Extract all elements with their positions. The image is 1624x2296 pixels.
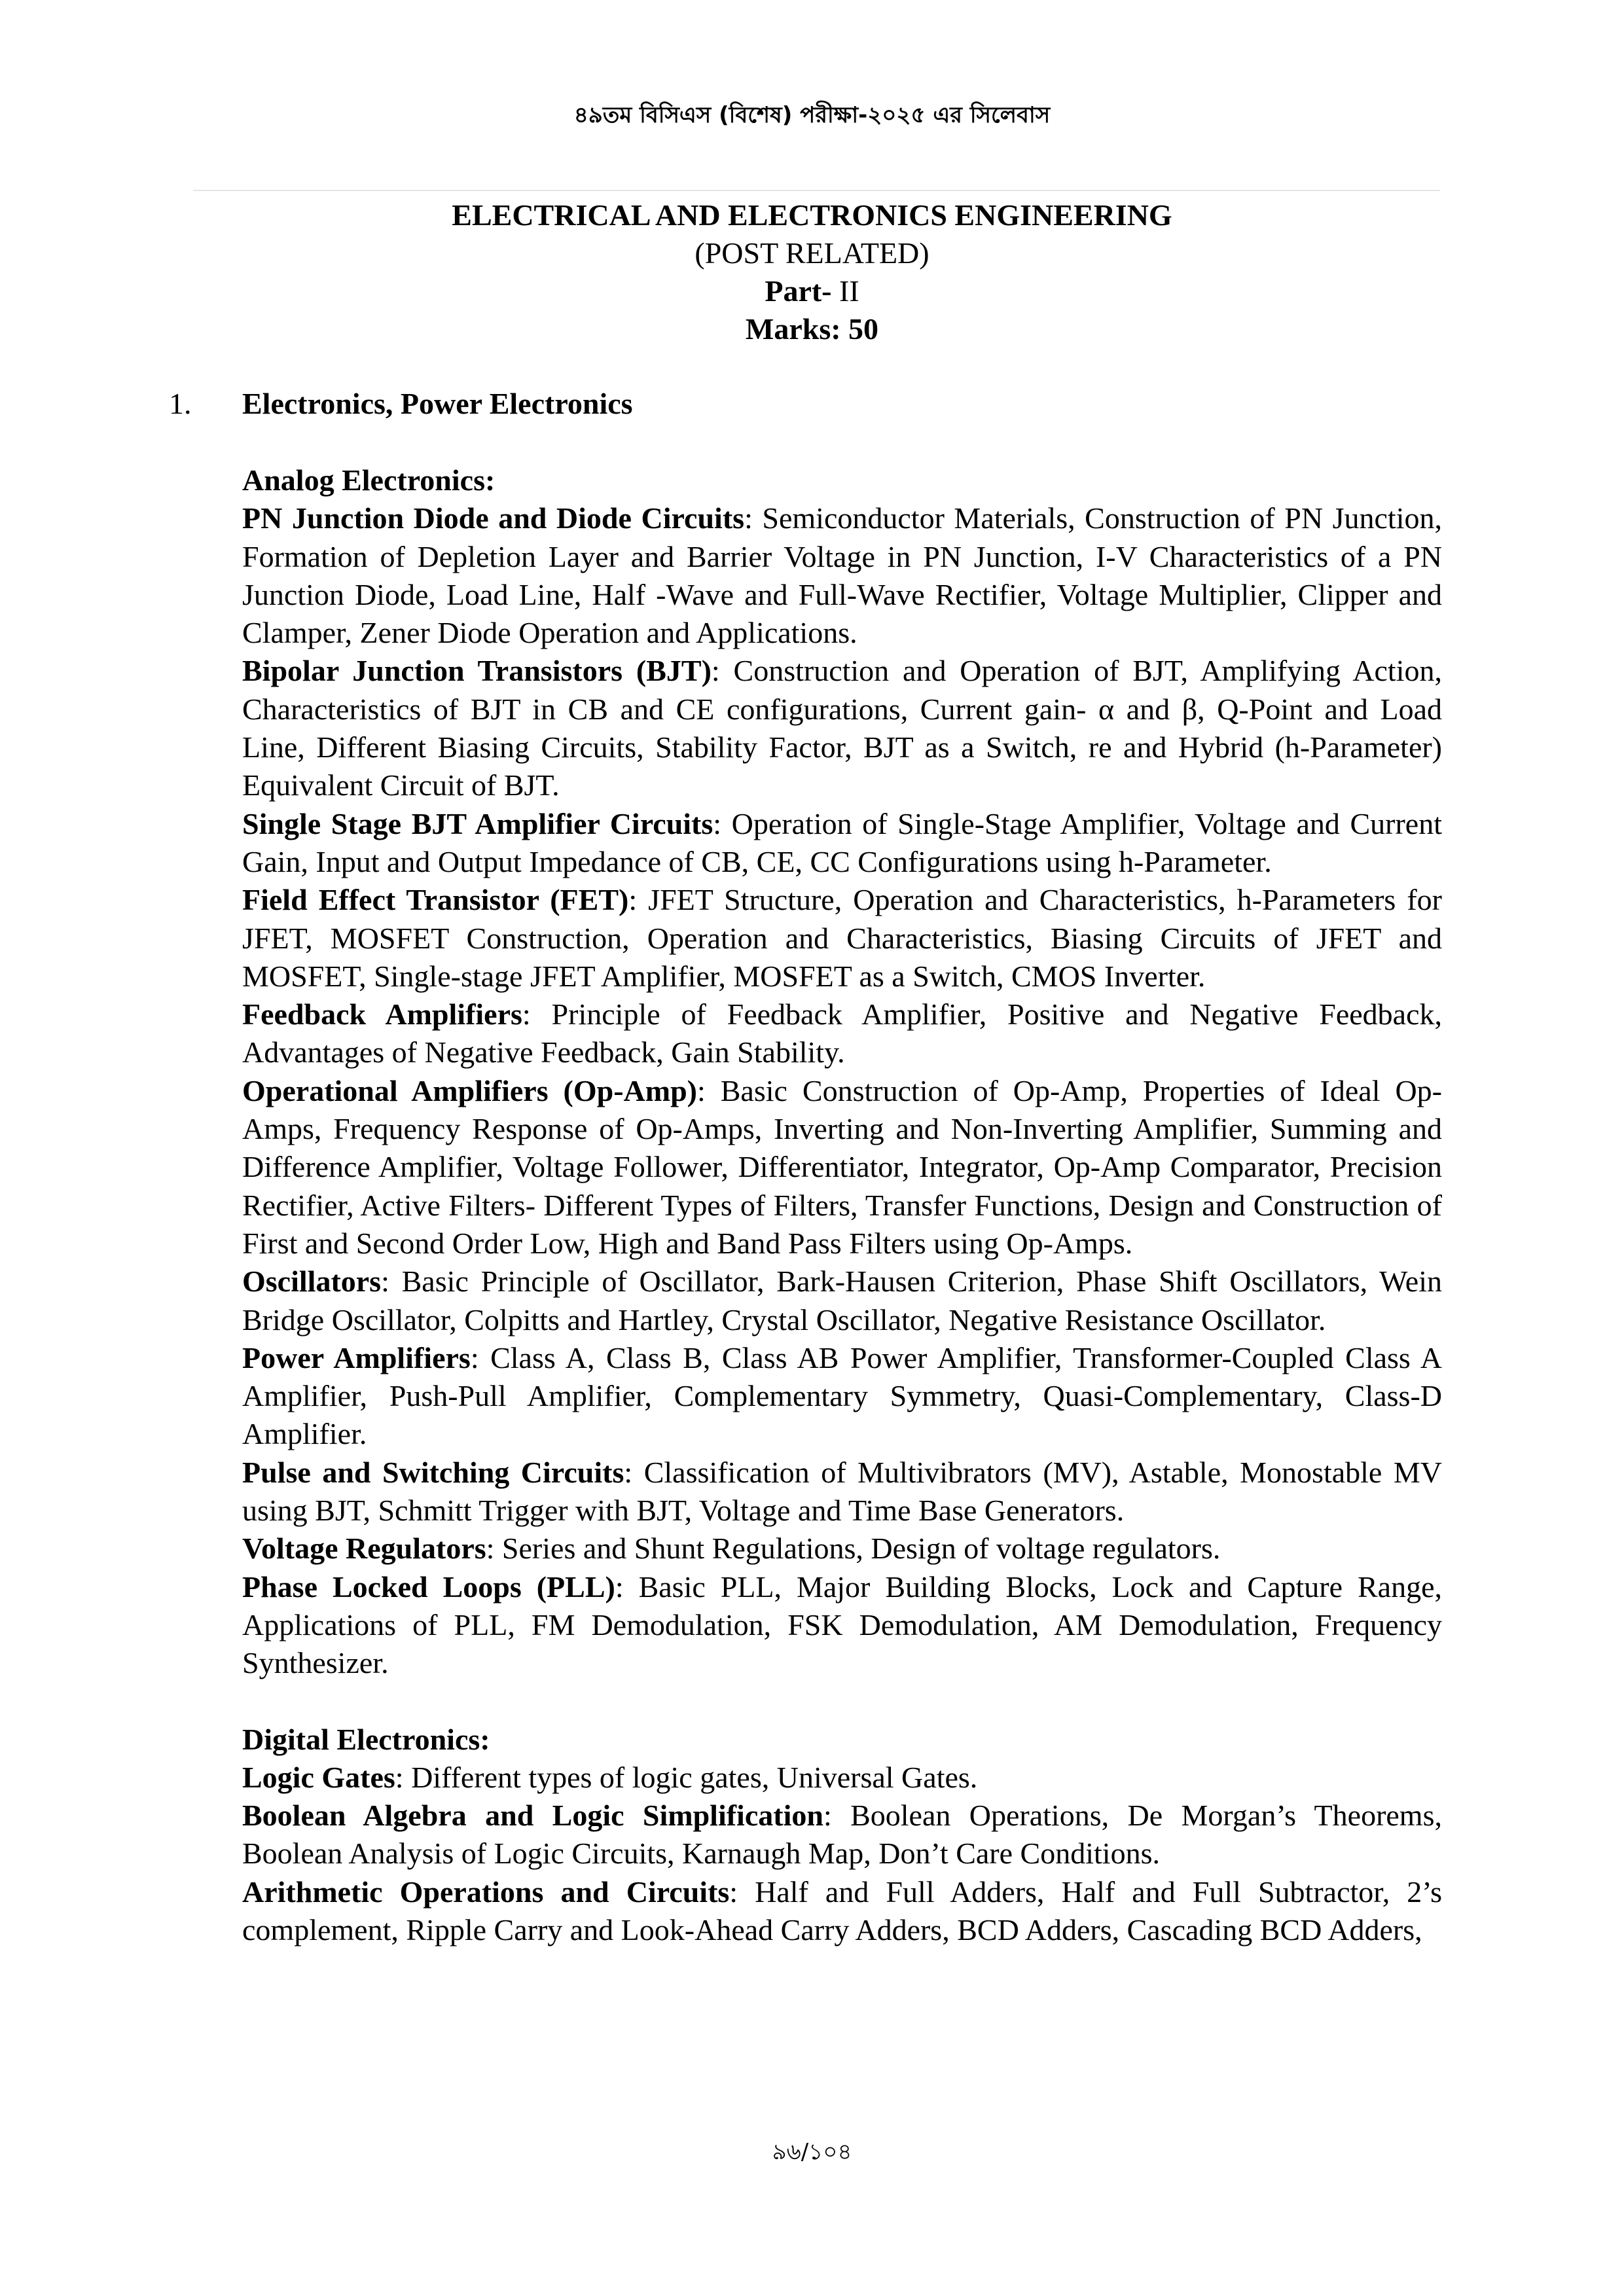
topic-description: : Basic Construction of Op-Amp, Properties of Ideal Op-Amps, Frequency Response of Op-Amps, Inverting and Non-Inverting Amplifier, Summing and Difference Amplifier, Voltage Follower, Differentiator, Integrator, Op-Amp Comparator, Precision Rectifier, Active Filters- Different Types of Filters, Transfer Functions, Design and Construction of First and Second Order Low, High and Band Pass Filters using Op-Amps. xyxy=(242,1073,1442,1260)
section-heading xyxy=(169,386,633,421)
topic-description: : Basic PLL, Major Building Blocks, Lock and Capture Range, Applications of PLL, FM Demodulation, FSK Demodulation, AM Demodulation, Frequency Synthesizer. xyxy=(242,1570,1442,1680)
section-number: 1. xyxy=(169,387,192,420)
digital-topic-list xyxy=(242,1759,1442,1949)
spacer xyxy=(242,1683,1442,1721)
syllabus-topic xyxy=(242,881,1442,996)
topic-description: : Different types of logic gates, Universal Gates. xyxy=(395,1760,978,1794)
syllabus-topic xyxy=(242,1797,1442,1873)
topic-description: : Principle of Feedback Amplifier, Positive and Negative Feedback, Advantages of Negative Feedback, Gain Stability. xyxy=(242,997,1442,1069)
topic-description: : Semiconductor Materials, Construction of PN Junction, Formation of Depletion Layer and Barrier Voltage in PN Junction, I-V Characteristics of a PN Junction Diode, Load Line, Half -Wave and Full-Wave Rectifier, Voltage Multiplier, Clipper and Clamper, Zener Diode Operation and Applications. xyxy=(242,501,1442,650)
title-block xyxy=(0,196,1624,348)
topic-description: : Construction and Operation of BJT, Amplifying Action, Characteristics of BJT in CB and CE configurations, Current gain- α and β, Q-Point and Load Line, Different Biasing Circuits, Stability Factor, BJT as a Switch, re and Hybrid (h-Parameter) Equivalent Circuit of BJT. xyxy=(242,654,1442,802)
syllabus-topic xyxy=(242,1263,1442,1339)
topic-title: Phase Locked Loops (PLL) xyxy=(242,1570,615,1604)
syllabus-topic xyxy=(242,1873,1442,1950)
topic-title: Feedback Amplifiers xyxy=(242,997,522,1031)
topic-title: Voltage Regulators xyxy=(242,1532,486,1566)
syllabus-topic xyxy=(242,996,1442,1072)
digital-heading: Digital Electronics: xyxy=(242,1722,490,1756)
syllabus-topic xyxy=(242,1530,1442,1568)
post-related-label: (POST RELATED) xyxy=(695,236,929,270)
topic-description: : Operation of Single-Stage Amplifier, Voltage and Current Gain, Input and Output Impedance of CB, CE, CC Configurations using h-Parameter. xyxy=(242,806,1442,878)
topic-description: : Basic Principle of Oscillator, Bark-Hausen Criterion, Phase Shift Oscillators, Wein Bridge Oscillator, Colpitts and Hartley, Crystal Oscillator, Negative Resistance Oscillator. xyxy=(242,1265,1442,1336)
topic-title: Logic Gates xyxy=(242,1760,395,1794)
page-header: ৪৯তম বিসিএস (বিশেষ) পরীক্ষা-২০২৫ এর সিলেবাস xyxy=(573,102,1051,128)
topic-title: Pulse and Switching Circuits xyxy=(242,1455,624,1489)
topic-description: : JFET Structure, Operation and Characteristics, h-Parameters for JFET, MOSFET Construction, Operation and Characteristics, Biasing Circuits of JFET and MOSFET, Single-stage JFET Amplifier, MOSFET as a Switch, CMOS Inverter. xyxy=(242,883,1442,993)
section-title: Electronics, Power Electronics xyxy=(242,387,633,420)
syllabus-topic xyxy=(242,652,1442,804)
header-rule xyxy=(193,190,1440,191)
topic-description: : Classification of Multivibrators (MV), Astable, Monostable MV using BJT, Schmitt Trigger with BJT, Voltage and Time Base Generators. xyxy=(242,1455,1443,1528)
analog-topic-list xyxy=(242,499,1442,1682)
part-label: Part- II xyxy=(765,274,859,308)
topic-description: : Boolean Operations, De Morgan’s Theorems, Boolean Analysis of Logic Circuits, Karnaugh Map, Don’t Care Conditions. xyxy=(242,1799,1442,1871)
syllabus-topic xyxy=(242,1072,1442,1263)
syllabus-body xyxy=(242,461,1442,1949)
topic-title: Bipolar Junction Transistors (BJT) xyxy=(242,654,712,688)
topic-title: Field Effect Transistor (FET) xyxy=(242,883,629,917)
syllabus-topic xyxy=(242,1454,1442,1530)
topic-title: Arithmetic Operations and Circuits xyxy=(242,1874,730,1909)
syllabus-topic xyxy=(242,499,1442,652)
marks-label: Marks: 50 xyxy=(745,312,879,346)
topic-title: Operational Amplifiers (Op-Amp) xyxy=(242,1073,697,1107)
syllabus-topic xyxy=(242,1759,1442,1797)
topic-description: : Series and Shunt Regulations, Design of voltage regulators. xyxy=(486,1532,1221,1566)
topic-title: Power Amplifiers xyxy=(242,1340,471,1374)
analog-heading: Analog Electronics: xyxy=(242,463,496,497)
syllabus-topic xyxy=(242,1568,1442,1683)
topic-title: Single Stage BJT Amplifier Circuits xyxy=(242,806,713,840)
topic-description: : Half and Full Adders, Half and Full Subtractor, 2’s complement, Ripple Carry and Look-Ahead Carry Adders, BCD Adders, Cascading BCD Adders, xyxy=(242,1874,1442,1946)
topic-title: PN Junction Diode and Diode Circuits xyxy=(242,501,745,535)
topic-description: : Class A, Class B, Class AB Power Amplifier, Transformer-Coupled Class A Amplifier, Push-Pull Amplifier, Complementary Symmetry, Quasi-Complementary, Class-D Amplifier. xyxy=(242,1340,1442,1451)
subject-title: ELECTRICAL AND ELECTRONICS ENGINEERING xyxy=(452,198,1172,232)
syllabus-topic xyxy=(242,805,1442,882)
topic-title: Boolean Algebra and Logic Simplification xyxy=(242,1799,823,1833)
topic-title: Oscillators xyxy=(242,1265,382,1299)
page-number: ৯৬/১০৪ xyxy=(772,2139,852,2165)
syllabus-topic xyxy=(242,1339,1442,1454)
